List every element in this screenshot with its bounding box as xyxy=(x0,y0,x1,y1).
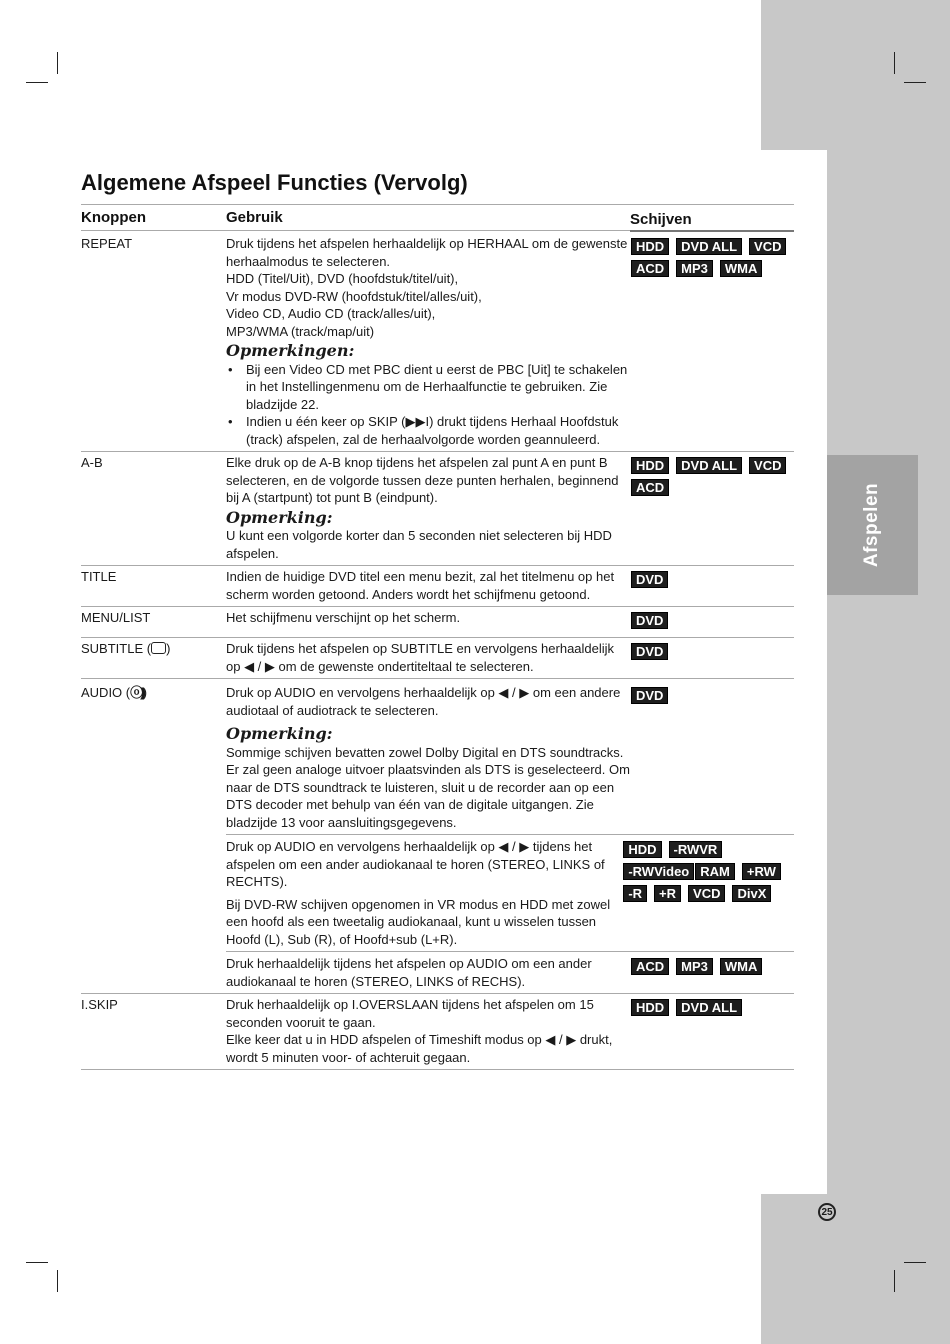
disc-badge: -RWVR xyxy=(669,841,723,858)
note-title: Opmerking: xyxy=(226,724,333,743)
disc-badge: DVD xyxy=(631,571,668,588)
usage-text: Video CD, Audio CD (track/alles/uit), xyxy=(226,306,436,321)
disc-badges xyxy=(630,996,794,1066)
page-title: Algemene Afspeel Functies (Vervolg) xyxy=(81,170,468,195)
button-name: AUDIO (ⓞ))) xyxy=(81,685,148,700)
crop-mark xyxy=(26,82,48,83)
note-text: Sommige schijven bevatten zowel Dolby Digital en DTS soundtracks. Er zal geen analoge uitvoer plaatsvinden als DTS is geselecteerd. Om naar de DTS soundtrack te luisteren, sluit u de recorder aan op een DTS decoder met behulp van één van de digitale uitgangen. Zie bladzijde 13 voor aansluitingsgegevens. xyxy=(226,744,630,830)
note-title: Opmerking: xyxy=(226,507,333,527)
disc-badge: VCD xyxy=(749,238,786,255)
disc-badge: -RWVideo xyxy=(623,863,694,880)
usage-text: Het schijfmenu verschijnt op het scherm. xyxy=(226,610,461,625)
disc-badge: DVD xyxy=(631,687,668,704)
usage-text: Elke druk op de A-B knop tijdens het afspelen zal punt A en punt B selecteren, en de volgorde tussen deze punten herhalen, beginnend bij A (startpunt) tot punt B (eindpunt). xyxy=(226,455,619,505)
button-name: A-B xyxy=(81,455,103,470)
button-name: I.SKIP xyxy=(81,997,118,1012)
disc-badge: MP3 xyxy=(676,958,713,975)
usage-text: Druk herhaaldelijk op I.OVERSLAAN tijdens het afspelen om 15 seconden vooruit te gaan. xyxy=(226,997,594,1030)
note-bullet: • Bij een Video CD met PBC dient u eerst de PBC [Uit] te schakelen in het Instellingenmenu om de Herhaalfunctie te gebruiken. Zie bladzijde 22. xyxy=(228,361,628,412)
usage-text: Elke keer dat u in HDD afspelen of Timeshift modus op ◀ / ▶ drukt, wordt 5 minuten voor- of achteruit gegaan. xyxy=(226,1032,613,1065)
usage-cell xyxy=(226,568,630,603)
usage-cell xyxy=(226,684,630,831)
disc-badges xyxy=(630,568,794,603)
disc-badge: ACD xyxy=(631,479,669,496)
section-tab: Afspelen xyxy=(827,455,918,595)
disc-badge: VCD xyxy=(688,885,725,902)
table-row-menu-list xyxy=(81,607,794,638)
page-number: 25 xyxy=(818,1203,836,1221)
disc-badges xyxy=(630,955,794,990)
disc-badge: HDD xyxy=(631,457,669,474)
crop-mark xyxy=(57,1270,58,1292)
side-panel-top xyxy=(761,0,950,150)
usage-cell xyxy=(226,454,630,562)
disc-badge: +R xyxy=(654,885,681,902)
usage-cell xyxy=(226,996,630,1066)
table-row-ab xyxy=(81,452,794,566)
disc-badges xyxy=(630,609,794,634)
disc-badge: DVD ALL xyxy=(676,999,742,1016)
usage-text: Druk tijdens het afspelen herhaaldelijk op HERHAAL om de gewenste herhaalmodus te selecteren. xyxy=(226,236,628,269)
usage-text: Druk op AUDIO en vervolgens herhaaldelijk op ◀ / ▶ tijdens het afspelen om een ander audiokanaal te horen (STEREO, LINKS of RECHTS). xyxy=(226,839,605,889)
button-name: TITLE xyxy=(81,569,117,584)
header-usage: Gebruik xyxy=(226,209,283,226)
disc-badges xyxy=(630,454,794,562)
crop-mark xyxy=(894,1270,895,1292)
disc-badge: ACD xyxy=(631,958,669,975)
crop-mark xyxy=(904,82,926,83)
disc-badge: WMA xyxy=(720,958,763,975)
disc-badge: DVD ALL xyxy=(676,457,742,474)
usage-text: MP3/WMA (track/map/uit) xyxy=(226,323,375,339)
disc-badge: RAM xyxy=(695,863,735,880)
disc-badges xyxy=(630,640,794,675)
disc-badge: DivX xyxy=(732,885,771,902)
table-row-subtitle xyxy=(81,638,794,679)
usage-text: HDD (Titel/Uit), DVD (hoofdstuk/titel/uit), xyxy=(226,271,459,286)
audio-part-1 xyxy=(81,684,794,831)
disc-badge: DVD xyxy=(631,612,668,629)
usage-text: Druk tijdens het afspelen op SUBTITLE en vervolgens herhaaldelijk op ◀ / ▶ om de gewenste ondertiteltaal te selecteren. xyxy=(226,641,615,674)
usage-cell xyxy=(226,609,630,634)
subtitle-icon xyxy=(151,642,166,654)
note-text: U kunt een volgorde korter dan 5 seconden niet selecteren bij HDD afspelen. xyxy=(226,528,612,561)
usage-cell xyxy=(226,640,630,675)
disc-badge: ACD xyxy=(631,260,669,277)
audio-icon: ⓞ)) xyxy=(130,685,143,700)
header-divider-discs xyxy=(630,230,794,232)
note-title: Opmerkingen: xyxy=(226,341,355,360)
note-bullet: • Indien u één keer op SKIP (▶▶I) drukt tijdens Herhaal Hoofdstuk (track) afspelen, zal de herhaalvolgorde worden geannuleerd. xyxy=(228,414,619,447)
button-name: SUBTITLE ( ) xyxy=(81,641,171,656)
usage-text: Druk op AUDIO en vervolgens herhaaldelijk op ◀ / ▶ om een andere audiotaal of audiotrack te selecteren. xyxy=(226,685,621,718)
disc-badges xyxy=(630,235,794,448)
crop-mark xyxy=(894,52,895,74)
usage-text: Druk herhaaldelijk tijdens het afspelen op AUDIO om een ander audiokanaal te horen (STEREO, LINKS of RECHS). xyxy=(226,956,592,989)
audio-part-2 xyxy=(226,834,794,948)
disc-badges xyxy=(630,684,794,831)
title-divider xyxy=(81,204,794,205)
crop-mark xyxy=(26,1262,48,1263)
disc-badge: +RW xyxy=(742,863,781,880)
usage-cell xyxy=(226,955,630,990)
audio-part-3 xyxy=(226,951,794,990)
usage-text: Indien de huidige DVD titel een menu bezit, zal het titelmenu op het scherm worden getoond. Anders wordt het schijfmenu getoond. xyxy=(226,569,615,602)
crop-mark xyxy=(904,1262,926,1263)
side-panel xyxy=(827,150,950,1194)
crop-mark xyxy=(57,52,58,74)
disc-badge: MP3 xyxy=(676,260,713,277)
table-row-title xyxy=(81,566,794,607)
side-panel-bottom xyxy=(761,1194,950,1344)
button-name: MENU/LIST xyxy=(81,610,151,625)
usage-text: Bij DVD-RW schijven opgenomen in VR modus en HDD met zowel een hoofd als een tweetalig audiokanaal, kunt u wisselen tussen Hoofd (L), Sub (R), of Hoofd+sub (L+R). xyxy=(226,896,611,947)
usage-cell xyxy=(226,235,630,448)
functions-table xyxy=(81,233,794,1070)
disc-badge: DVD xyxy=(631,643,668,660)
table-row-repeat xyxy=(81,233,794,452)
disc-badge: VCD xyxy=(749,457,786,474)
disc-badge: WMA xyxy=(720,260,763,277)
table-row-audio xyxy=(81,679,794,994)
table-row-iskip xyxy=(81,994,794,1070)
header-discs: Schijven xyxy=(630,211,692,228)
disc-badge: HDD xyxy=(631,999,669,1016)
disc-badges xyxy=(622,838,794,948)
header-buttons: Knoppen xyxy=(81,209,146,226)
disc-badge: DVD ALL xyxy=(676,238,742,255)
usage-text: Vr modus DVD-RW (hoofdstuk/titel/alles/uit), xyxy=(226,288,482,304)
button-name: REPEAT xyxy=(81,236,133,251)
usage-cell xyxy=(226,838,622,948)
disc-badge: HDD xyxy=(631,238,669,255)
disc-badge: -R xyxy=(623,885,647,902)
disc-badge: HDD xyxy=(623,841,661,858)
